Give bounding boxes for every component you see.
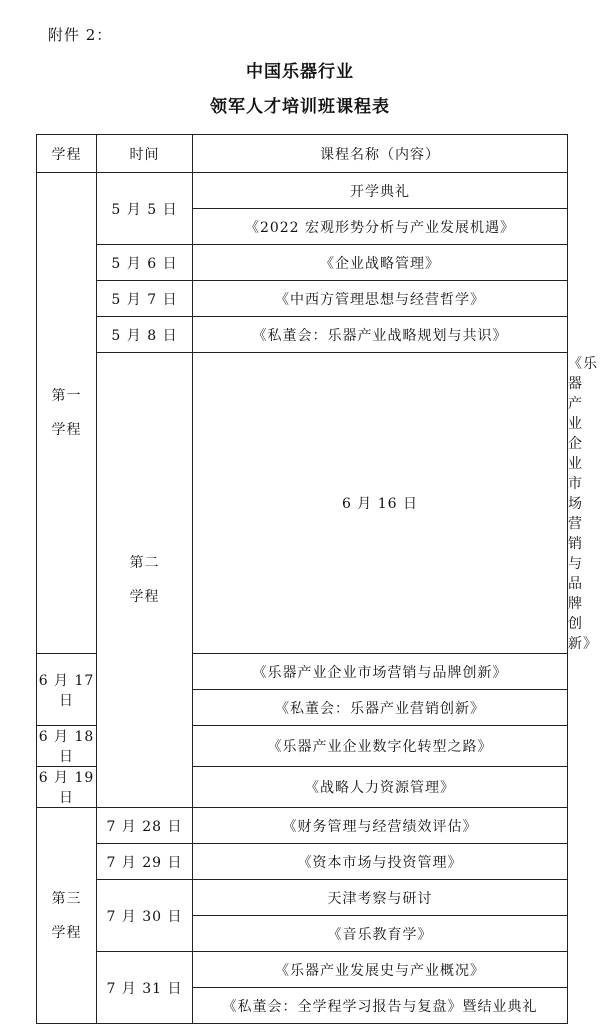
table-row: 第二 学程 6 月 16 日 《乐器产业企业市场营销与品牌创新》: [37, 353, 568, 654]
course-cell: 《财务管理与经营绩效评估》: [193, 808, 568, 844]
table-row: [37, 173, 568, 209]
course-cell: 《乐器产业企业数字化转型之路》: [193, 726, 568, 767]
course-cell: 《乐器产业发展史与产业概况》: [193, 952, 568, 988]
course-cell: 《私董会：全学程学习报告与复盘》暨结业典礼: [193, 988, 568, 1024]
table-header-row: [37, 135, 568, 173]
date-cell: 7 月 28 日: [97, 808, 193, 844]
course-cell: 《中西方管理思想与经营哲学》: [193, 281, 568, 317]
date-cell: 7 月 31 日: [97, 952, 193, 1024]
attachment-label: 附件 2：: [48, 26, 113, 44]
course-cell: 《音乐教育学》: [193, 916, 568, 952]
date-cell: 6 月 17 日: [37, 654, 97, 726]
course-cell: 《资本市场与投资管理》: [193, 844, 568, 880]
term-label-top: 第一: [51, 388, 82, 404]
course-cell: 天津考察与研讨: [193, 880, 568, 916]
header-term: 学程: [37, 135, 97, 173]
course-cell: 《企业战略管理》: [193, 245, 568, 281]
date-cell: 7 月 29 日: [97, 844, 193, 880]
table-row: [37, 880, 568, 916]
course-cell: 《战略人力资源管理》: [193, 767, 568, 808]
header-time: 时间: [97, 135, 193, 173]
term-label-top: 第二: [129, 555, 160, 571]
document-subtitle: 领军人才培训班课程表: [210, 97, 390, 117]
course-cell: 《私董会：乐器产业营销创新》: [193, 690, 568, 726]
table-row: [37, 952, 568, 988]
term-label-bottom: 学程: [51, 924, 82, 941]
table-row: [37, 844, 568, 880]
date-cell: 5 月 5 日: [97, 173, 193, 245]
term-cell: [37, 808, 97, 1024]
course-schedule-table: [36, 134, 598, 1024]
table-row: [37, 317, 568, 353]
course-cell: 《私董会：乐器产业战略规划与共识》: [193, 317, 568, 353]
course-cell: 《2022 宏观形势分析与产业发展机遇》: [193, 209, 568, 245]
term-cell: [97, 353, 193, 808]
date-cell: 7 月 30 日: [97, 880, 193, 952]
document-title: 中国乐器行业: [246, 62, 354, 82]
date-cell: 6 月 18 日: [37, 726, 97, 767]
term-label-top: 第三: [51, 890, 82, 907]
table-row: [37, 245, 568, 281]
date-cell: 6 月 19 日: [37, 767, 97, 808]
date-cell: 5 月 6 日: [97, 245, 193, 281]
date-cell: 5 月 7 日: [97, 281, 193, 317]
course-cell: 《乐器产业企业市场营销与品牌创新》: [193, 654, 568, 690]
term-cell: [37, 173, 97, 654]
table-row: [37, 281, 568, 317]
date-cell: 5 月 8 日: [97, 317, 193, 353]
date-cell: 6 月 16 日: [193, 353, 568, 654]
table-row: [37, 808, 568, 844]
header-course: 课程名称（内容）: [193, 135, 568, 173]
course-cell: 开学典礼: [193, 173, 568, 209]
term-label-bottom: 学程: [51, 422, 82, 438]
term-label-bottom: 学程: [129, 589, 160, 605]
